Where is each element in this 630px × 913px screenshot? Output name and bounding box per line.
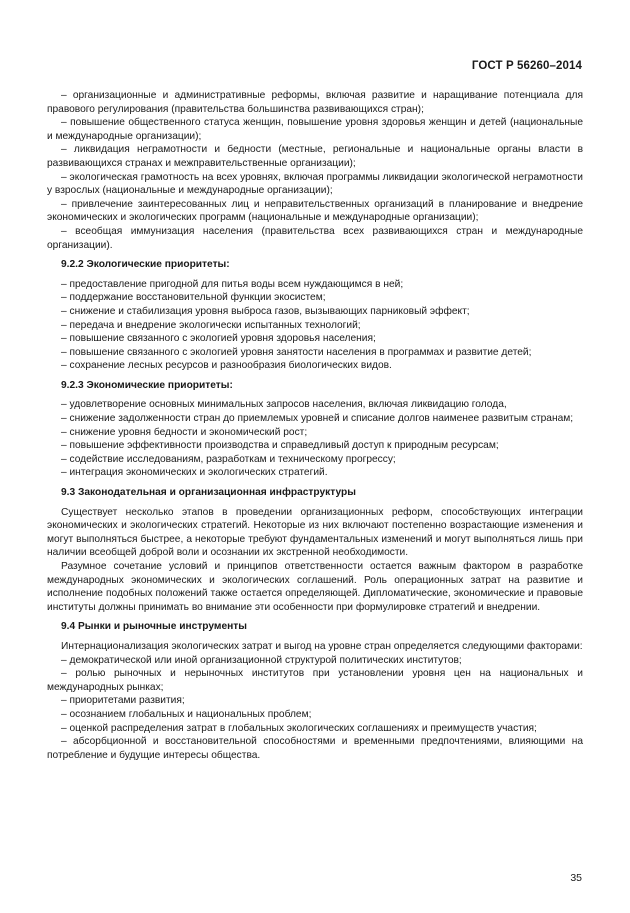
para-internationalization: Интернационализация экологических затрат и выгод на уровне стран определяется следующими факторами: <box>61 640 583 652</box>
item-organizational-reforms: – организационные и административные реформы, включая развитие и наращивание потенциала для правового регулирования (правительства большинства развивающихся стран); <box>47 90 583 115</box>
item-ecological-literacy: – экологическая грамотность на всех уровнях, включая программы ликвидации экологической неграмотности у взрослых (национальные и международные организации); <box>47 171 583 197</box>
item-drinking-water: – предоставление пригодной для питья воды всем нуждающимся в ней; <box>61 278 404 290</box>
item-ecosystems: – поддержание восстановительной функции экосистем; <box>61 292 326 304</box>
document-body <box>47 89 583 762</box>
para-reform-stages: Существует несколько этапов в проведении организационных реформ, способствующих интеграции экономических и экологических стратегий. Некоторые из них включают постепенно возрастающие изменения и могут выполняться быстрее, а некоторые требуют фундаментальных изменений и могут выполняться лишь при наличии всеобщей доброй воли и осознании их экстренной необходимости. <box>47 506 583 559</box>
page-number: 35 <box>570 872 582 884</box>
heading-9-3: 9.3 Законодательная и организационная инфраструктуры <box>61 487 356 499</box>
para-responsibility: Разумное сочетание условий и принципов ответственности остается важным фактором в разработке международных экономических и экологических соглашений. Роль операционных затрат на развитие и исполнение подобных положений также остается определяющей. Дипломатические, экономические и правовые институты должны принимать во внимание эти особенности при формулировке стратегий и внедрении. <box>47 561 583 613</box>
item-women-status: – повышение общественного статуса женщин, повышение уровня здоровья женщин и детей (национальные и международные организации); <box>47 117 583 142</box>
item-problem-awareness: – осознанием глобальных и национальных проблем; <box>61 708 312 720</box>
item-stakeholders: – привлечение заинтересованных лиц и неправительственных организаций в планирование и внедрение экономических и экологических программ (национальные и международные организации); <box>47 198 583 224</box>
item-absorption-capacity: – абсорбционной и восстановительной способностями и временными предпочтениями, влияющими на потребление и будущие интересы общества. <box>47 736 583 761</box>
item-minimal-needs: – удовлетворение основных минимальных запросов населения, включая ликвидацию голода, <box>61 399 507 411</box>
item-market-role: – ролью рыночных и нерыночных институтов при установлении уровня цен на национальных и международных рынках; <box>47 668 583 693</box>
heading-9-2-3: 9.2.3 Экономические приоритеты: <box>61 379 233 391</box>
heading-9-2-2: 9.2.2 Экологические приоритеты: <box>61 259 230 271</box>
item-development-priorities: – приоритетами развития; <box>61 695 185 707</box>
item-health-level: – повышение связанного с экологией уровня здоровья населения; <box>61 333 376 345</box>
item-illiteracy-poverty: – ликвидация неграмотности и бедности (местные, региональные и национальные органы власти в развивающихся странах и межправительственные организации); <box>47 144 583 169</box>
item-poverty-growth: – снижение уровня бедности и экономический рост; <box>61 426 308 438</box>
item-cost-distribution: – оценкой распределения затрат в глобальных экологических соглашениях и преимуществ участия; <box>61 722 537 734</box>
item-greenhouse-gases: – снижение и стабилизация уровня выброса газов, вызывающих парниковый эффект; <box>61 305 470 317</box>
item-strategy-integration: – интеграция экономических и экологических стратегий. <box>61 467 328 479</box>
item-democratic-structure: – демократической или иной организационной структурой политических институтов; <box>61 654 462 666</box>
item-employment-level: – повышение связанного с экологией уровня занятости населения в программах и развитие детей; <box>61 346 532 358</box>
standard-id-header: ГОСТ Р 56260–2014 <box>471 60 582 72</box>
item-production-efficiency: – повышение эффективности производства и справедливый доступ к природным ресурсам; <box>61 440 499 452</box>
item-eco-technologies: – передача и внедрение экологически испытанных технологий; <box>61 319 361 331</box>
item-forests-biodiversity: – сохранение лесных ресурсов и разнообразия биологических видов. <box>61 360 392 372</box>
heading-9-4: 9.4 Рынки и рыночные инструменты <box>61 621 247 633</box>
item-immunization: – всеобщая иммунизация населения (правительства всех развивающихся стран и международные организации). <box>47 225 583 251</box>
item-research-support: – содействие исследованиям, разработкам и техническому прогрессу; <box>61 453 396 465</box>
item-debt-reduction: – снижение задолженности стран до приемлемых уровней и списание долгов наименее развитым странам; <box>61 413 574 425</box>
